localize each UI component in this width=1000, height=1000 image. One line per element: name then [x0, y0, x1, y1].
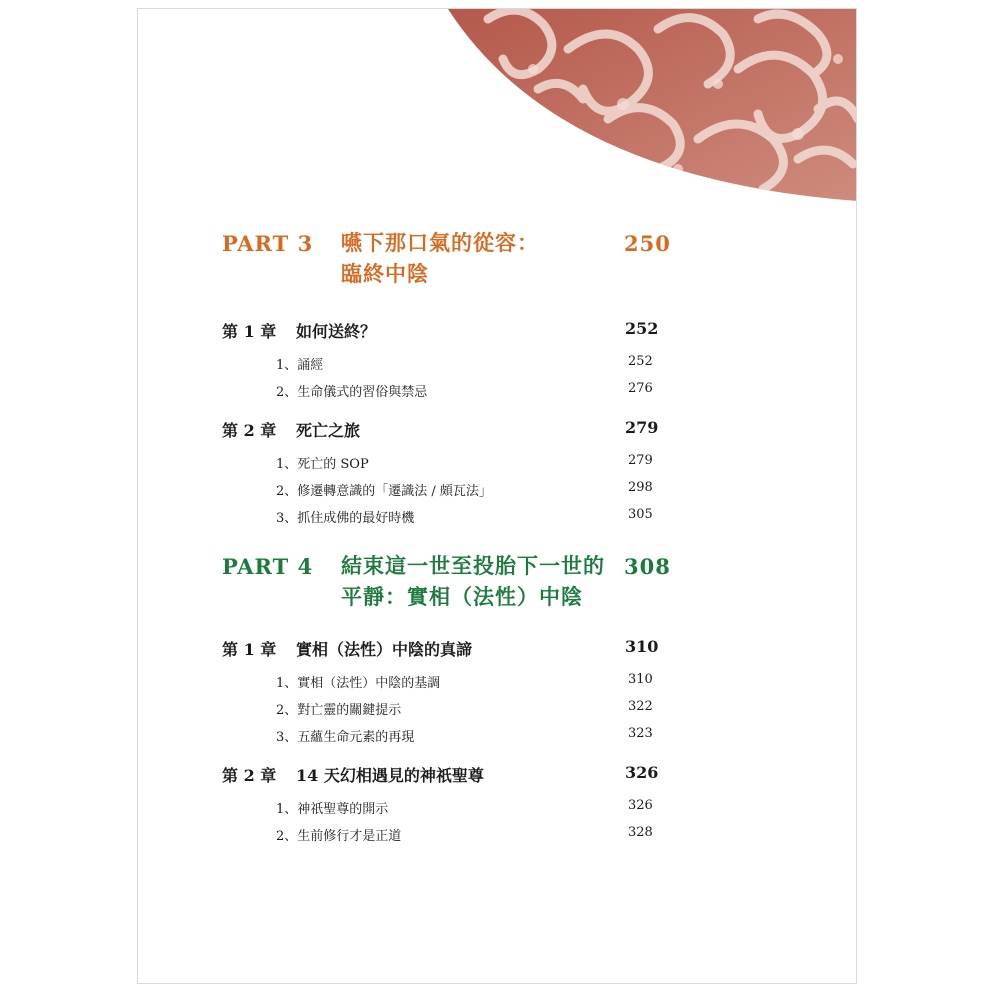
part-title-line: 嚥下那口氣的從容：	[341, 230, 539, 255]
section-title: 3、五蘊生命元素的再現	[276, 730, 415, 745]
section-title: 2、對亡靈的關鍵提示	[276, 703, 402, 718]
section-page-number: 322	[628, 699, 653, 714]
section-page-number: 323	[628, 726, 653, 741]
part-page-number: 250	[624, 231, 671, 256]
section-page-number: 276	[628, 381, 653, 396]
part-title-line: 平靜：實相（法性）中陰	[341, 584, 583, 609]
chapter-title: 如何送終？	[296, 322, 377, 341]
chapter-label: 第 1 章	[222, 322, 277, 341]
section-title: 3、抓住成佛的最好時機	[276, 511, 415, 526]
section-title: 1、神祇聖尊的開示	[276, 802, 389, 817]
part-label: PART 3	[222, 231, 314, 256]
section-page-number: 326	[628, 798, 653, 813]
section-title: 2、修遷轉意識的「遷識法 / 頗瓦法」	[276, 484, 492, 499]
table-of-contents	[138, 9, 857, 984]
section-title: 1、誦經	[276, 358, 324, 373]
chapter-title: 14 天幻相遇見的神祇聖尊	[296, 766, 484, 785]
section-page-number: 252	[628, 354, 653, 369]
chapter-title: 實相（法性）中陰的真諦	[296, 640, 473, 659]
section-title: 2、生前修行才是正道	[276, 829, 402, 844]
chapter-page-number: 252	[625, 319, 659, 338]
section-page-number: 305	[628, 507, 653, 522]
section-page-number: 310	[628, 672, 653, 687]
chapter-label: 第 2 章	[222, 421, 277, 440]
chapter-label: 第 2 章	[222, 766, 277, 785]
part-title-line: 結束這一世至投胎下一世的	[341, 553, 605, 578]
part-title-line: 臨終中陰	[341, 261, 429, 286]
part-label: PART 4	[222, 554, 314, 579]
part-page-number: 308	[624, 554, 671, 579]
section-title: 2、生命儀式的習俗與禁忌	[276, 385, 428, 400]
section-title: 1、實相（法性）中陰的基調	[276, 676, 441, 691]
book-page	[137, 8, 857, 984]
chapter-title: 死亡之旅	[296, 421, 361, 440]
chapter-label: 第 1 章	[222, 640, 277, 659]
section-page-number: 298	[628, 480, 653, 495]
chapter-page-number: 326	[625, 763, 659, 782]
chapter-page-number: 279	[625, 418, 659, 437]
section-page-number: 328	[628, 825, 653, 840]
section-title: 1、死亡的 SOP	[276, 457, 369, 472]
chapter-page-number: 310	[625, 637, 659, 656]
section-page-number: 279	[628, 453, 653, 468]
